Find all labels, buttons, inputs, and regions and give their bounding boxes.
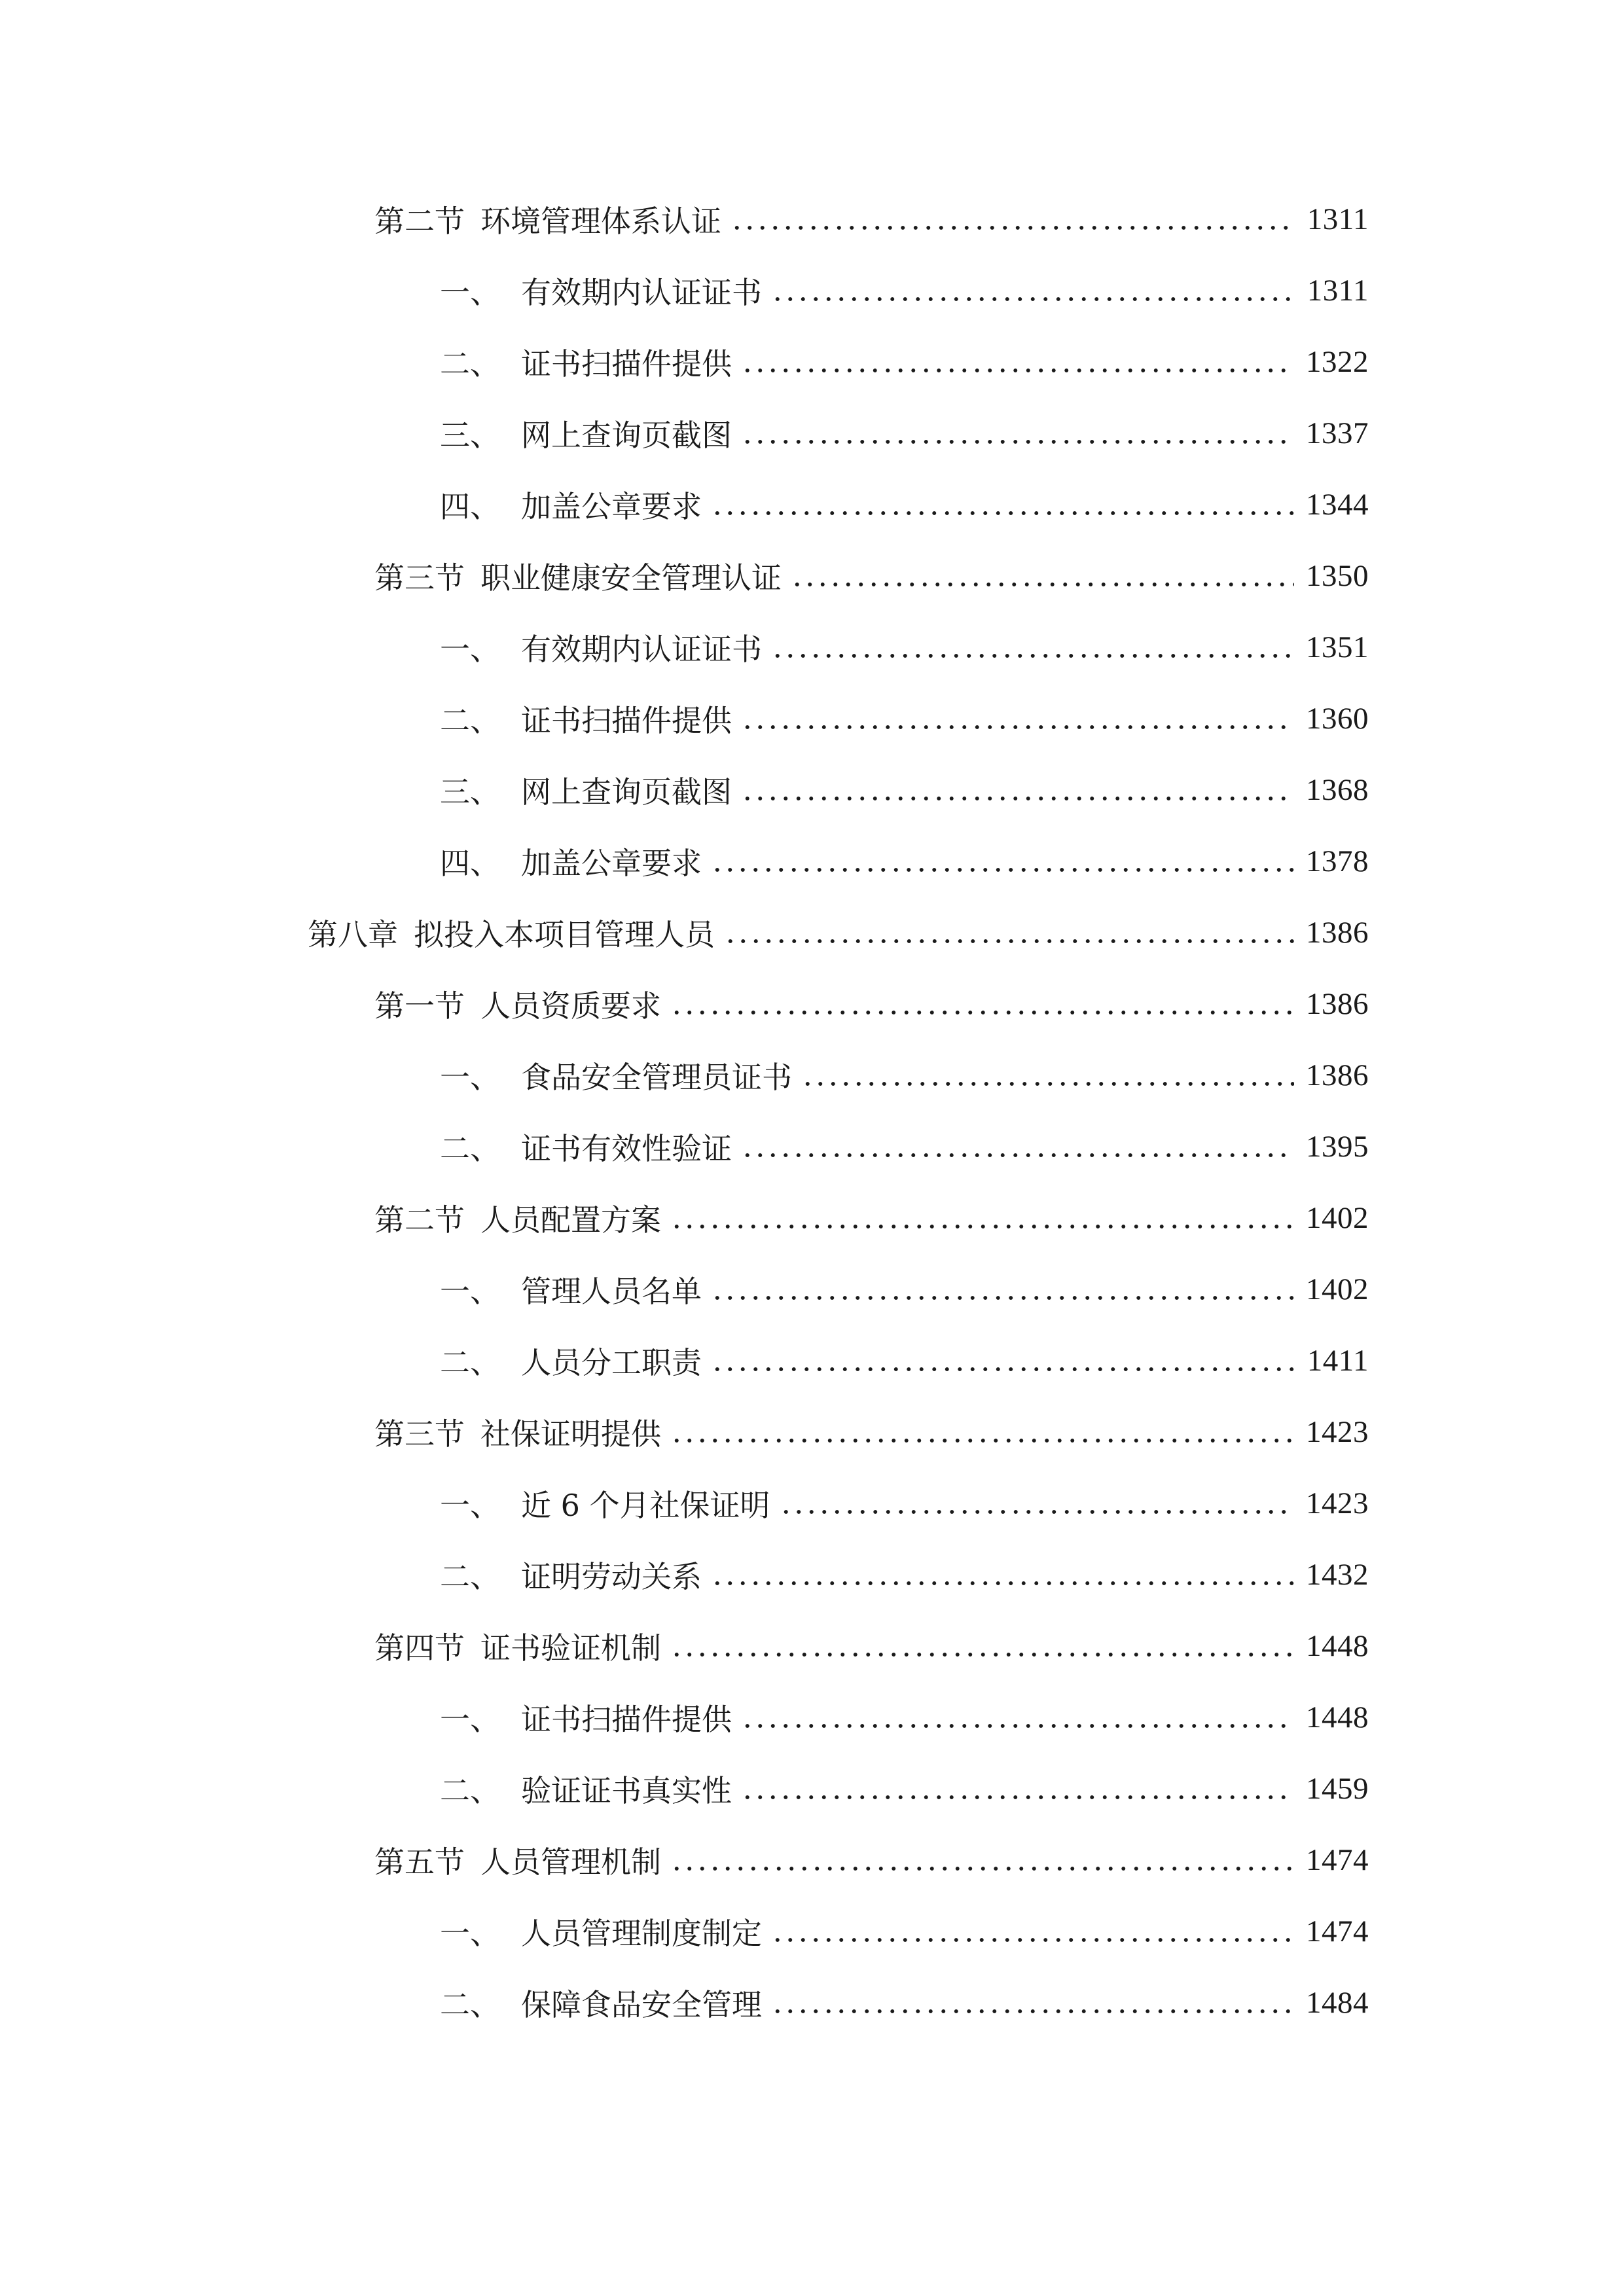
toc-entry-title: 拟投入本项目管理人员 — [414, 917, 715, 952]
toc-page-number: 1423 — [1306, 1486, 1369, 1520]
toc-entry-title: 职业健康安全管理认证 — [480, 560, 782, 596]
toc-page-number: 1350 — [1306, 559, 1369, 593]
toc-entry-item[interactable] — [440, 764, 1369, 816]
toc-entry-prefix: 一、 — [440, 1702, 500, 1737]
toc-entry-title: 有效期内认证证书 — [521, 632, 762, 667]
toc-entry-title: 证明劳动关系 — [521, 1559, 702, 1594]
toc-page-number: 1402 — [1306, 1272, 1369, 1306]
toc-entry-title: 验证证书真实性 — [521, 1773, 732, 1808]
toc-entry-item[interactable] — [440, 621, 1369, 673]
toc-entry-prefix: 一、 — [440, 1060, 500, 1095]
toc-entry-title: 食品安全管理员证书 — [521, 1060, 792, 1095]
toc-entry-title: 证书验证机制 — [480, 1630, 661, 1666]
toc-page-number: 1484 — [1306, 1986, 1369, 2020]
toc-page-number: 1360 — [1306, 702, 1369, 736]
toc-entry-prefix: 一、 — [440, 1274, 500, 1309]
toc-entry-prefix: 二、 — [440, 703, 500, 738]
toc-entry-item[interactable] — [440, 692, 1369, 745]
toc-entry-title: 社保证明提供 — [480, 1416, 661, 1452]
toc-page-number: 1311 — [1307, 202, 1369, 236]
toc-entry-item[interactable] — [440, 1763, 1369, 1815]
toc-entry-item[interactable] — [440, 1691, 1369, 1744]
toc-entry-section[interactable] — [374, 1406, 1369, 1458]
toc-page-number: 1459 — [1306, 1772, 1369, 1806]
toc-entry-item[interactable] — [440, 1905, 1369, 1958]
toc-dot-leader — [724, 938, 1294, 944]
toc-entry-item[interactable] — [440, 336, 1369, 388]
toc-page-number: 1448 — [1306, 1700, 1369, 1734]
toc-dot-leader — [771, 1937, 1294, 1943]
toc-entry-item[interactable] — [440, 1977, 1369, 2029]
toc-entry-prefix: 二、 — [440, 1559, 500, 1594]
toc-entry-item[interactable] — [440, 1263, 1369, 1316]
toc-entry-title: 人员资质要求 — [480, 988, 661, 1024]
toc-page-number: 1386 — [1306, 1058, 1369, 1092]
toc-dot-leader — [801, 1081, 1294, 1087]
toc-entry-title: 管理人员名单 — [521, 1274, 702, 1309]
toc-entry-title: 保障食品安全管理 — [521, 1987, 762, 2022]
toc-dot-leader — [711, 867, 1294, 873]
toc-entry-prefix: 第三节 — [374, 1416, 465, 1452]
toc-entry-title: 环境管理体系认证 — [480, 204, 721, 239]
toc-entry-title: 人员分工职责 — [521, 1345, 702, 1380]
toc-dot-leader — [670, 1223, 1294, 1230]
toc-entry-title: 网上查询页截图 — [521, 774, 732, 810]
toc-entry-title: 证书扫描件提供 — [521, 1702, 732, 1737]
toc-dot-leader — [741, 724, 1294, 730]
toc-entry-section[interactable] — [374, 1834, 1369, 1886]
toc-entry-section[interactable] — [374, 550, 1369, 602]
toc-entry-prefix: 一、 — [440, 632, 500, 667]
toc-entry-title: 人员配置方案 — [480, 1202, 661, 1238]
toc-page-number: 1311 — [1307, 274, 1369, 308]
toc-entry-prefix: 四、 — [440, 846, 500, 881]
toc-entry-section[interactable] — [374, 1620, 1369, 1672]
toc-entry-prefix: 二、 — [440, 1345, 500, 1380]
toc-entry-title: 加盖公章要求 — [521, 489, 702, 524]
toc-dot-leader — [780, 1509, 1294, 1515]
toc-dot-leader — [741, 1723, 1294, 1729]
toc-entry-item[interactable] — [440, 478, 1369, 531]
toc-entry-prefix: 第一节 — [374, 988, 465, 1024]
toc-dot-leader — [741, 1152, 1294, 1158]
toc-page-number: 1402 — [1306, 1201, 1369, 1235]
toc-entry-prefix: 三、 — [440, 418, 500, 453]
toc-entry-title: 加盖公章要求 — [521, 846, 702, 881]
toc-dot-leader — [741, 795, 1294, 802]
toc-entry-chapter[interactable] — [308, 906, 1369, 959]
toc-page-number: 1344 — [1306, 488, 1369, 522]
toc-entry-prefix: 第二节 — [374, 1202, 465, 1238]
toc-entry-section[interactable] — [374, 1192, 1369, 1244]
toc-entry-title: 近 6 个月社保证明 — [521, 1488, 770, 1523]
toc-page-number: 1351 — [1306, 630, 1369, 664]
toc-page-number: 1474 — [1306, 1843, 1369, 1877]
toc-entry-prefix: 第三节 — [374, 560, 465, 596]
toc-entry-title: 证书有效性验证 — [521, 1131, 732, 1166]
toc-entry-item[interactable] — [440, 1121, 1369, 1173]
toc-page-number: 1395 — [1306, 1130, 1369, 1164]
toc-entry-prefix: 二、 — [440, 1131, 500, 1166]
toc-dot-leader — [791, 581, 1294, 588]
toc-page-number: 1411 — [1307, 1344, 1369, 1378]
toc-dot-leader — [771, 653, 1294, 659]
toc-entry-prefix: 第二节 — [374, 204, 465, 239]
toc-entry-item[interactable] — [440, 407, 1369, 459]
toc-dot-leader — [741, 367, 1294, 374]
toc-dot-leader — [771, 2008, 1294, 2015]
toc-entry-prefix: 四、 — [440, 489, 500, 524]
toc-entry-item[interactable] — [440, 1335, 1369, 1387]
toc-entry-prefix: 第八章 — [308, 917, 398, 952]
toc-dot-leader — [741, 439, 1294, 445]
toc-entry-title: 网上查询页截图 — [521, 418, 732, 453]
toc-entry-prefix: 第五节 — [374, 1844, 465, 1880]
toc-entry-prefix: 二、 — [440, 1987, 500, 2022]
toc-page-number: 1432 — [1306, 1558, 1369, 1592]
toc-entry-prefix: 二、 — [440, 346, 500, 382]
toc-page-number: 1322 — [1306, 345, 1369, 379]
toc-entry-title: 人员管理机制 — [480, 1844, 661, 1880]
toc-entry-title: 人员管理制度制定 — [521, 1916, 762, 1951]
toc-entry-section[interactable] — [374, 978, 1369, 1030]
toc-entry-section[interactable] — [374, 193, 1369, 245]
toc-page-number: 1368 — [1306, 773, 1369, 807]
toc-page-number: 1448 — [1306, 1629, 1369, 1663]
toc-dot-leader — [711, 510, 1294, 516]
toc-page-number: 1378 — [1306, 844, 1369, 878]
toc-page-number: 1474 — [1306, 1914, 1369, 1948]
toc-dot-leader — [711, 1295, 1294, 1301]
toc-page-number: 1337 — [1306, 416, 1369, 450]
toc-entry-prefix: 二、 — [440, 1773, 500, 1808]
toc-entry-item[interactable] — [440, 1549, 1369, 1601]
toc-entry-prefix: 三、 — [440, 774, 500, 810]
toc-entry-item[interactable] — [440, 264, 1369, 317]
toc-entry-item[interactable] — [440, 1049, 1369, 1102]
toc-page-number: 1423 — [1306, 1415, 1369, 1449]
toc-dot-leader — [711, 1580, 1294, 1587]
toc-dot-leader — [771, 296, 1295, 302]
toc-entry-title: 证书扫描件提供 — [521, 346, 732, 382]
toc-entry-title: 证书扫描件提供 — [521, 703, 732, 738]
toc-entry-prefix: 一、 — [440, 1488, 500, 1523]
toc-page-number: 1386 — [1306, 916, 1369, 950]
toc-entry-prefix: 一、 — [440, 275, 500, 310]
toc-dot-leader — [670, 1865, 1294, 1872]
toc-dot-leader — [670, 1437, 1294, 1444]
toc-dot-leader — [711, 1366, 1295, 1372]
toc-page-number: 1386 — [1306, 987, 1369, 1021]
toc-entry-prefix: 第四节 — [374, 1630, 465, 1666]
toc-entry-prefix: 一、 — [440, 1916, 500, 1951]
toc-entry-title: 有效期内认证证书 — [521, 275, 762, 310]
toc-dot-leader — [731, 224, 1295, 231]
toc-entry-item[interactable] — [440, 1477, 1369, 1530]
toc-dot-leader — [670, 1009, 1294, 1016]
toc-entry-item[interactable] — [440, 835, 1369, 888]
toc-dot-leader — [741, 1794, 1294, 1801]
toc-dot-leader — [670, 1651, 1294, 1658]
